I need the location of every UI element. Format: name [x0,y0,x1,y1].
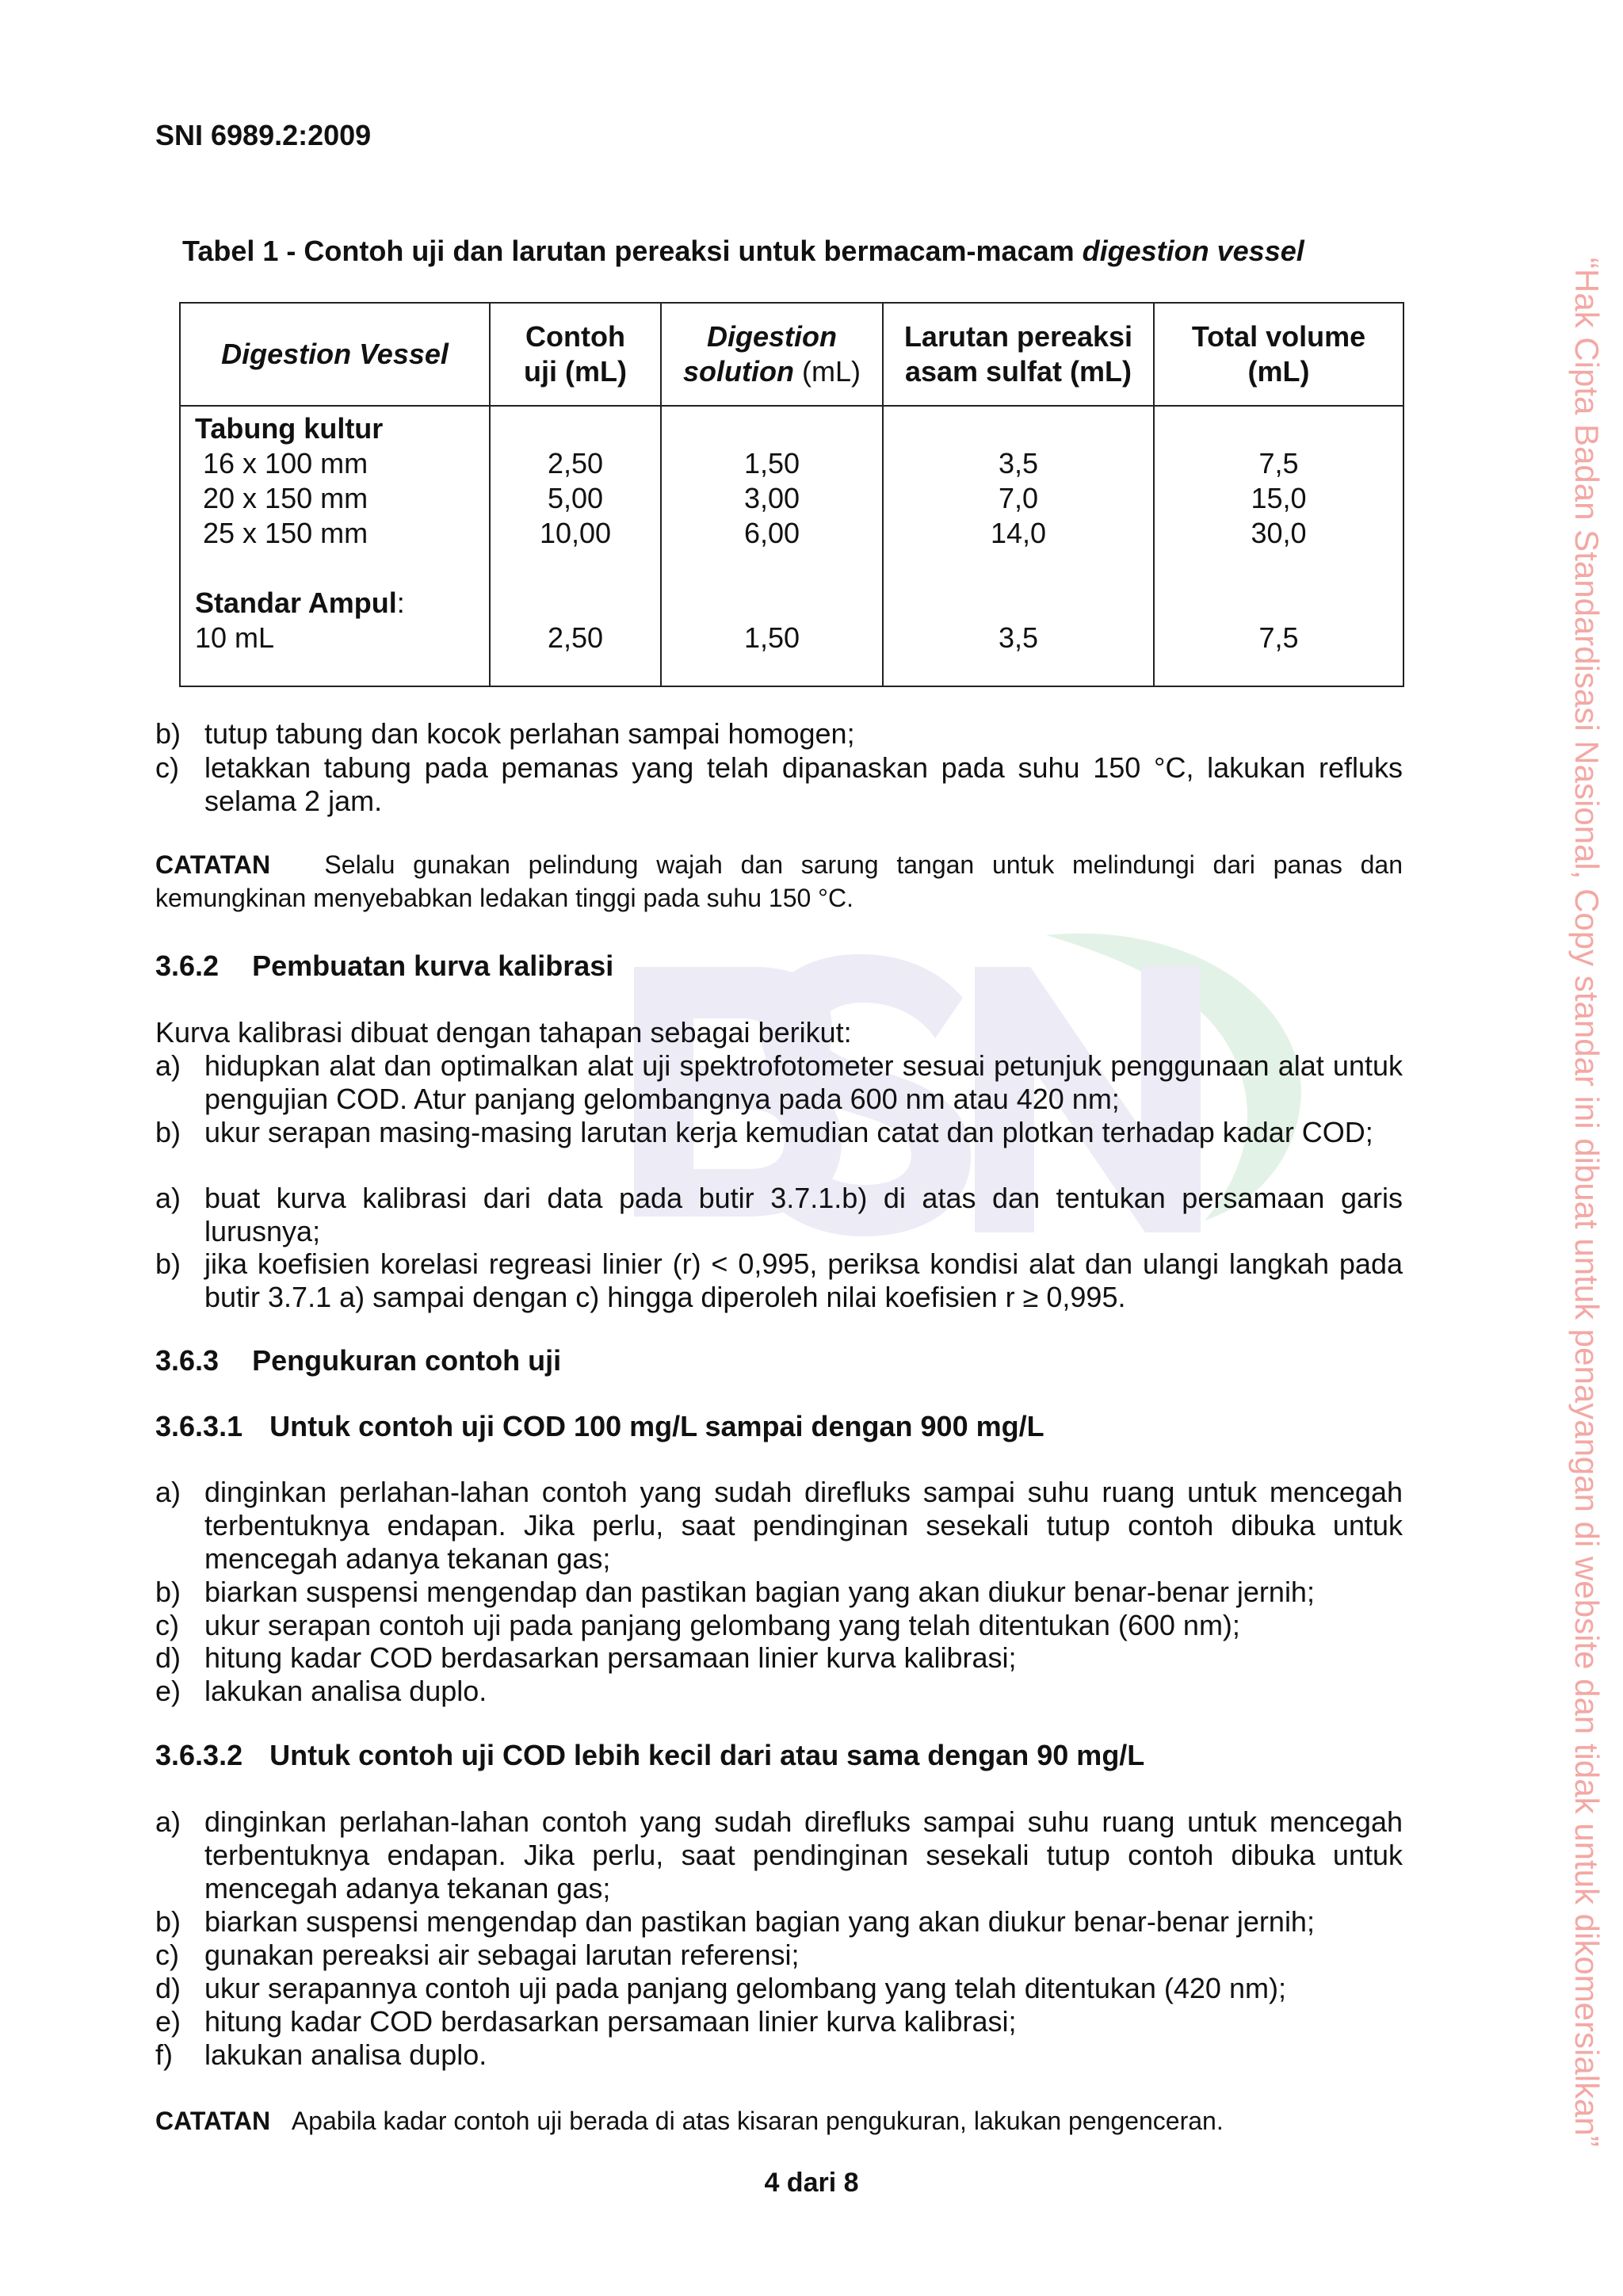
list-text: hitung kadar COD berdasarkan persamaan linier kurva kalibrasi; [204,2005,1017,2038]
list-marker: e) [155,2005,181,2038]
standard-code: SNI 6989.2:2009 [155,119,372,151]
note-text: Selalu gunakan pelindung wajah dan sarung tangan untuk melindungi dari panas dan kemungkinan menyebabkan ledakan tinggi pada suhu 150 °C. [155,850,1403,912]
list-marker: c) [155,1939,179,1971]
larutan-cell: 3,5 [998,621,1039,654]
digestion-cell: 3,00 [743,482,800,514]
list-marker: b) [155,1116,181,1148]
heading-3-6-3-1 [155,1410,1044,1443]
list-marker: d) [155,1972,181,2004]
vessel-cell: 10 mL [195,621,275,654]
list-text: ukur serapan masing-masing larutan kerja kemudian catat dan plotkan terhadap kadar COD; [204,1116,1373,1148]
digestion-cell: 1,50 [743,447,800,479]
list-marker: a) [155,1476,181,1508]
list-text: hitung kadar COD berdasarkan persamaan linier kurva kalibrasi; [204,1641,1017,1674]
total-column [1154,406,1403,686]
vessel-cell: 16 x 100 mm [203,447,369,479]
vessel-cell: 20 x 150 mm [203,482,369,514]
list-text: buat kurva kalibrasi dari data pada butir 3.7.1.b) di atas dan tentukan persamaan garis lurusnya; [204,1182,1403,1247]
section-number: 3.6.3 [155,1344,220,1377]
contoh-cell: 2,50 [547,621,604,654]
list-text: ukur serapannya contoh uji pada panjang gelombang yang telah ditentukan (420 nm); [204,1972,1286,2004]
digestion-vessel-table [179,302,1404,687]
total-cell: 15,0 [1251,482,1307,514]
section-number: 3.6.3.2 [155,1739,243,1771]
contoh-column [490,406,661,686]
list-text: letakkan tabung pada pemanas yang telah dipanaskan pada suhu 150 °C, lakukan refluks selama 2 jam. [204,751,1403,817]
table-body-row [180,406,1403,686]
larutan-cell: 7,0 [998,482,1039,514]
list-marker: c) [155,1609,179,1641]
digestion-cell: 1,50 [743,621,800,654]
note-1 [155,848,1403,915]
table-title-italic: digestion vessel [1082,235,1304,267]
contoh-cell: 10,00 [539,517,612,549]
section-title: Untuk contoh uji COD 100 mg/L sampai dengan 900 mg/L [269,1410,1044,1442]
vessel-cell: 25 x 150 mm [203,517,369,549]
total-cell: 30,0 [1251,517,1307,549]
digestion-cell: 6,00 [743,517,800,549]
list-marker: a) [155,1182,181,1214]
copyright-watermark [1561,258,1617,2147]
larutan-cell: 14,0 [990,517,1047,549]
list-marker: d) [155,1641,181,1674]
list-text: hidupkan alat dan optimalkan alat uji spektrofotometer sesuai petunjuk penggunaan alat untuk pengujian COD. Atur panjang gelombangnya pada 600 nm atau 420 nm; [204,1049,1403,1115]
list-marker: b) [155,1576,181,1608]
list-text: lakukan analisa duplo. [204,2038,487,2071]
list-text: dinginkan perlahan-lahan contoh yang sudah direfluks sampai suhu ruang untuk mencegah terbentuknya endapan. Jika perlu, saat pendinginan sesekali tutup contoh dibuka untuk mencegah adanya tekanan gas; [204,1476,1403,1575]
intro-text: Kurva kalibrasi dibuat dengan tahapan sebagai berikut: [155,1016,852,1049]
list-marker: b) [155,1905,181,1938]
header-larutan-pereaksi: Larutan pereaksi asam sulfat (mL) [883,303,1154,406]
header-digestion-vessel: Digestion Vessel [180,303,490,406]
list-text: jika koefisien korelasi regreasi linier (r) < 0,995, periksa kondisi alat dan ulangi langkah pada butir 3.7.1 a) sampai dengan c) hingga diperoleh nilai koefisien r ≥ 0,995. [204,1247,1403,1313]
larutan-cell: 3,5 [998,447,1039,479]
larutan-column [883,406,1154,686]
digestion-column [661,406,883,686]
section-title: Pengukuran contoh uji [252,1344,562,1377]
list-text: ukur serapan contoh uji pada panjang gelombang yang telah ditentukan (600 nm); [204,1609,1240,1641]
list-marker: f) [155,2038,173,2071]
total-cell: 7,5 [1258,447,1299,479]
list-text: biarkan suspensi mengendap dan pastikan bagian yang akan diukur benar-benar jernih; [204,1905,1315,1938]
list-text: dinginkan perlahan-lahan contoh yang sudah direfluks sampai suhu ruang untuk mencegah terbentuknya endapan. Jika perlu, saat pendinginan sesekali tutup contoh dibuka untuk mencegah adanya tekanan gas; [204,1805,1403,1904]
list-marker: e) [155,1675,181,1707]
heading-3-6-3-2 [155,1739,1144,1772]
list-marker: c) [155,751,179,784]
list-marker: b) [155,717,181,750]
vessel-column [180,406,490,686]
contoh-cell: 5,00 [547,482,604,514]
list-marker: a) [155,1049,181,1082]
note-2 [155,2104,1224,2137]
list-text: tutup tabung dan kocok perlahan sampai homogen; [204,717,855,750]
table-title [182,235,1304,268]
list-text: lakukan analisa duplo. [204,1675,487,1707]
heading-3-6-3 [155,1344,561,1377]
table-header-row [180,303,1403,406]
heading-3-6-2 [155,949,613,983]
page-number: 4 dari 8 [764,2168,859,2198]
section-title: Untuk contoh uji COD lebih kecil dari atau sama dengan 90 mg/L [269,1739,1145,1771]
section-number: 3.6.2 [155,949,220,982]
list-text: gunakan pereaksi air sebagai larutan referensi; [204,1939,800,1971]
header-total-volume: Total volume (mL) [1154,303,1403,406]
group-standar-ampul: Standar Ampul: [195,586,405,619]
header-digestion-solution: Digestion solution (mL) [661,303,883,406]
list-text: biarkan suspensi mengendap dan pastikan bagian yang akan diukur benar-benar jernih; [204,1576,1315,1608]
group-tabung-kultur: Tabung kultur [195,412,384,445]
watermark-text: “Hak Cipta Badan Standardisasi Nasional, Copy standar ini dibuat untuk penayangan di website dan tidak untuk dikomersialkan” [1568,258,1606,2147]
table-title-prefix: Tabel 1 - Contoh uji dan larutan pereaksi untuk bermacam-macam [182,235,1075,267]
list-marker: b) [155,1247,181,1280]
section-number: 3.6.3.1 [155,1410,243,1442]
section-title: Pembuatan kurva kalibrasi [252,949,614,982]
note-text: Apabila kadar contoh uji berada di atas kisaran pengukuran, lakukan pengenceran. [291,2107,1224,2135]
header-contoh-uji: Contoh uji (mL) [490,303,661,406]
note-label: CATATAN [155,850,271,879]
total-cell: 7,5 [1258,621,1299,654]
contoh-cell: 2,50 [547,447,604,479]
note-label: CATATAN [155,2107,271,2135]
list-marker: a) [155,1805,181,1838]
